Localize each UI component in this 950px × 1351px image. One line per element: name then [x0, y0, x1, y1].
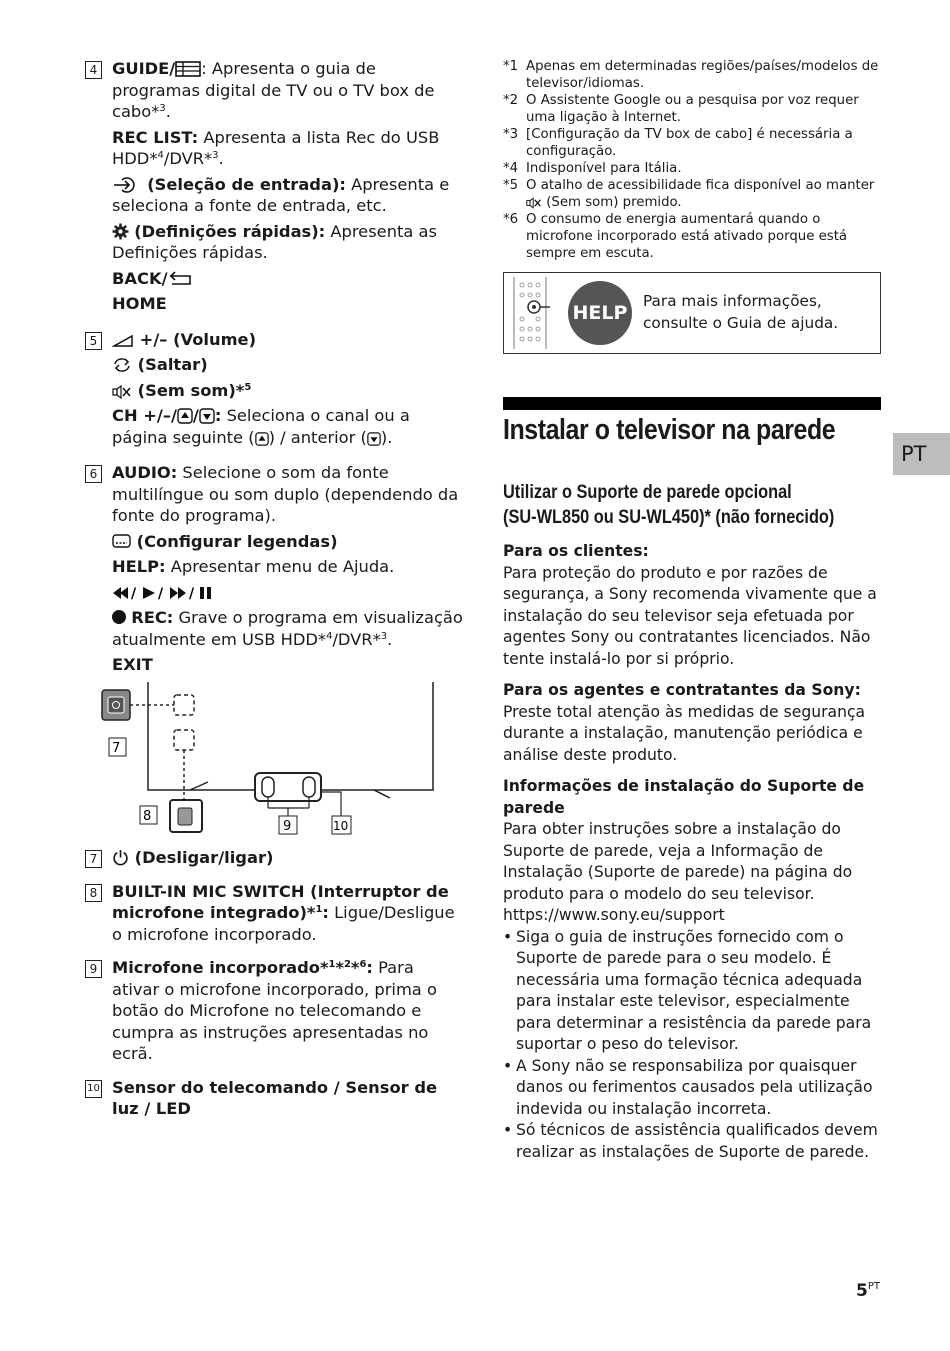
footnote-mark: *6	[503, 212, 519, 227]
footnote-6	[503, 211, 881, 262]
agents-heading: Para os agentes e contratantes da Sony:	[503, 681, 861, 699]
language-tab: PT	[893, 433, 950, 475]
footnote-1	[503, 58, 881, 92]
audio-label: AUDIO:	[112, 463, 178, 482]
help-box	[503, 272, 881, 354]
diagram-callout-8: 8	[143, 809, 152, 824]
item-5	[85, 329, 465, 449]
item-4	[85, 58, 465, 315]
footnote-mark: *1	[503, 59, 519, 74]
exit-label: EXIT	[112, 655, 153, 674]
page-up-icon	[255, 432, 269, 446]
section-subtitle	[503, 480, 834, 530]
help-text: Apresentar menu de Ajuda.	[165, 557, 395, 576]
footnote-text: (Sem som) premido.	[546, 195, 682, 210]
subtitle-label: (Configurar legendas)	[136, 531, 338, 551]
help-badge: HELP	[568, 281, 632, 345]
left-lower	[85, 847, 465, 1120]
input-text: Apresenta e seleciona a fonte de entrada, etc.	[112, 174, 450, 215]
guide-icon	[175, 61, 201, 77]
footnote-4	[503, 160, 881, 177]
mute-icon	[112, 385, 132, 399]
list-item: • A Sony não se responsabiliza por quaisquer danos ou ferimentos causados pela utilização indevida ou instalação incorreta.	[503, 1056, 883, 1121]
tv-diagram	[98, 682, 438, 842]
volume-icon	[112, 334, 134, 348]
mic-label: Microfone incorporado*	[112, 958, 329, 977]
item-7	[85, 847, 465, 869]
gear-icon	[112, 223, 129, 240]
subtitle-line: Utilizar o Suporte de parede opcional	[503, 482, 792, 503]
svg-text:/: /	[158, 585, 164, 601]
reclist-label: REC LIST:	[112, 127, 199, 147]
back-arrow-icon	[168, 271, 194, 287]
guide-label: GUIDE/	[112, 59, 176, 78]
help-box-text: Para mais informações, consulte o Guia de ajuda.	[643, 292, 839, 332]
home-label: HOME	[112, 294, 167, 313]
item-number: 5	[85, 332, 102, 350]
help-label: HELP:	[112, 557, 166, 576]
clients-heading: Para os clientes:	[503, 542, 649, 560]
footnote-mark: *5	[503, 178, 519, 193]
footnote-mark: *4	[503, 161, 519, 176]
power-icon	[112, 849, 129, 866]
support-link[interactable]: https://www.sony.eu/support	[503, 906, 725, 924]
item-number: 8	[85, 884, 102, 902]
footnote-text: O Assistente Google ou a pesquisa por voz requer uma ligação à Internet.	[526, 93, 859, 125]
info-text: Para obter instruções sobre a instalação do Suporte de parede, veja a Informação de Instalação (Suporte de parede) na página do produto para o modelo do seu televisor.	[503, 820, 853, 903]
page-number-value: 5	[856, 1281, 868, 1301]
item-number: 6	[85, 465, 102, 483]
item-number: 9	[85, 960, 102, 978]
colon: :	[366, 958, 373, 977]
page-down-icon	[199, 408, 215, 424]
footnote-text: [Configuração da TV box de cabo] é necessária a configuração.	[526, 127, 853, 159]
footnote-ref: 1	[328, 959, 336, 970]
colon: :	[214, 406, 222, 425]
ch-mid: ) / anterior (	[268, 427, 367, 447]
footnote-ref: 6	[359, 959, 367, 970]
footnote-text: O consumo de energia aumentará quando o microfone incorporado está ativado porque está sempre em escuta.	[526, 212, 848, 261]
mute-label: (Sem som)*	[137, 380, 245, 400]
footnote-ref: 5	[244, 381, 252, 393]
asterisk: *	[335, 958, 344, 977]
quick-text: Apresenta as Definições rápidas.	[112, 221, 438, 262]
subtitle-line: (SU-WL850 ou SU-WL450)* (não fornecido)	[503, 507, 835, 528]
diagram-callout-9: 9	[283, 819, 292, 834]
footnote-ref: 1	[315, 904, 323, 915]
punct: .	[165, 102, 171, 121]
punct: .	[218, 149, 224, 168]
playback-icons	[112, 582, 465, 604]
page-suffix: PT	[867, 1281, 880, 1292]
footnotes	[503, 58, 881, 354]
reclist-text: Apresenta a lista Rec do USB HDD*	[112, 127, 440, 168]
mute-icon	[526, 197, 542, 209]
rec-dot-icon	[112, 610, 126, 624]
item-10	[85, 1077, 465, 1120]
ch-label: CH +/–/	[112, 406, 177, 425]
left-column	[85, 58, 465, 680]
guide-text: : Apresenta o guia de programas digital de TV ou o TV box de cabo*	[112, 59, 435, 121]
mic-switch-label: BUILT-IN MIC SWITCH (Interruptor de microfone integrado)*	[112, 881, 449, 922]
diagram-callout-7: 7	[112, 741, 121, 756]
audio-text: Selecione o som da fonte multilíngue ou som duplo (dependendo da fonte do programa).	[112, 463, 459, 525]
punct: .	[387, 629, 393, 649]
page-down-icon	[367, 432, 381, 446]
footnote-5	[503, 177, 881, 211]
footnote-ref: 4	[326, 630, 333, 642]
sensor-label: Sensor do telecomando / Sensor de luz / LED	[112, 1077, 438, 1118]
footnote-text: Indisponível para Itália.	[526, 161, 682, 176]
asterisk: *	[350, 958, 360, 977]
input-select-icon	[112, 177, 142, 193]
jump-label: (Saltar)	[137, 355, 208, 374]
footnote-ref: 2	[343, 959, 351, 970]
volume-label: +/– (Volume)	[139, 329, 257, 349]
list-item: • Siga o guia de instruções fornecido com o Suporte de parede para o seu modelo. É necessária uma formação técnica adequada para instalar este televisor, especialmente para determinar a resistência da parede para suportar o peso do televisor.	[503, 927, 883, 1056]
footnote-text: Apenas em determinadas regiões/países/modelos de televisor/idiomas.	[526, 59, 879, 91]
footnote-ref: 3	[380, 630, 388, 642]
footnote-ref: 4	[157, 150, 164, 161]
svg-text:/: /	[131, 585, 137, 601]
list-item: • Só técnicos de assistência qualificados devem realizar as instalações de Suporte de parede.	[503, 1120, 883, 1163]
mic-text: Para ativar o microfone incorporado, prima o botão do Microfone no telecomando e cumpra as instruções apresentadas no ecrã.	[112, 958, 437, 1063]
back-label: BACK/	[112, 268, 168, 288]
power-label: (Desligar/ligar)	[134, 848, 274, 867]
ch-text: Seleciona o canal ou a página seguinte (	[112, 406, 410, 447]
clients-text: Para proteção do produto e por razões de segurança, a Sony recomenda vivamente que a instalação do seu televisor seja efetuada por agentes Sony ou contratantes licenciados. Não tente instalá-lo por si próprio.	[503, 563, 877, 668]
page-number	[856, 1281, 880, 1301]
item-6	[85, 462, 465, 676]
rec-text: Grave o programa em visualização atualmente em USB HDD*	[112, 608, 463, 649]
jump-icon	[112, 357, 132, 373]
footnote-ref: 3	[159, 103, 166, 114]
playback-controls-icon	[112, 585, 244, 601]
colon: :	[322, 903, 329, 922]
svg-text:/: /	[189, 585, 195, 601]
footnote-2	[503, 92, 881, 126]
item-8	[85, 881, 465, 946]
footnote-text: O atalho de acessibilidade fica disponível ao manter	[526, 178, 875, 193]
quick-label: (Definições rápidas):	[134, 221, 326, 241]
page-up-icon	[177, 408, 193, 424]
item-number: 10	[85, 1080, 102, 1098]
slash: /	[192, 406, 199, 425]
subtitle-icon	[112, 534, 131, 550]
footnote-3	[503, 126, 881, 160]
remote-illustration	[510, 277, 550, 349]
reclist-mid: /DVR*	[163, 149, 213, 168]
info-heading: Informações de instalação do Suporte de parede	[503, 777, 865, 817]
section-rule	[503, 397, 881, 410]
rec-mid: /DVR*	[332, 629, 381, 649]
agents-text: Preste total atenção às medidas de segurança durante a instalação, manutenção periódica e análise deste produto.	[503, 702, 866, 764]
right-body	[503, 541, 883, 1173]
mic-switch-text: Ligue/Desligue o microfone incorporado.	[112, 903, 455, 944]
footnote-mark: *3	[503, 127, 519, 142]
footnote-mark: *2	[503, 93, 519, 108]
punct: ).	[380, 427, 393, 447]
footnote-ref: 3	[212, 150, 219, 161]
item-number: 7	[85, 850, 102, 868]
diagram-callout-10: 10	[333, 819, 349, 833]
item-9	[85, 957, 465, 1065]
input-label: (Seleção de entrada):	[147, 174, 346, 194]
item-number: 4	[85, 61, 102, 79]
section-title: Instalar o televisor na parede	[503, 414, 836, 446]
rec-label: REC:	[131, 608, 174, 627]
